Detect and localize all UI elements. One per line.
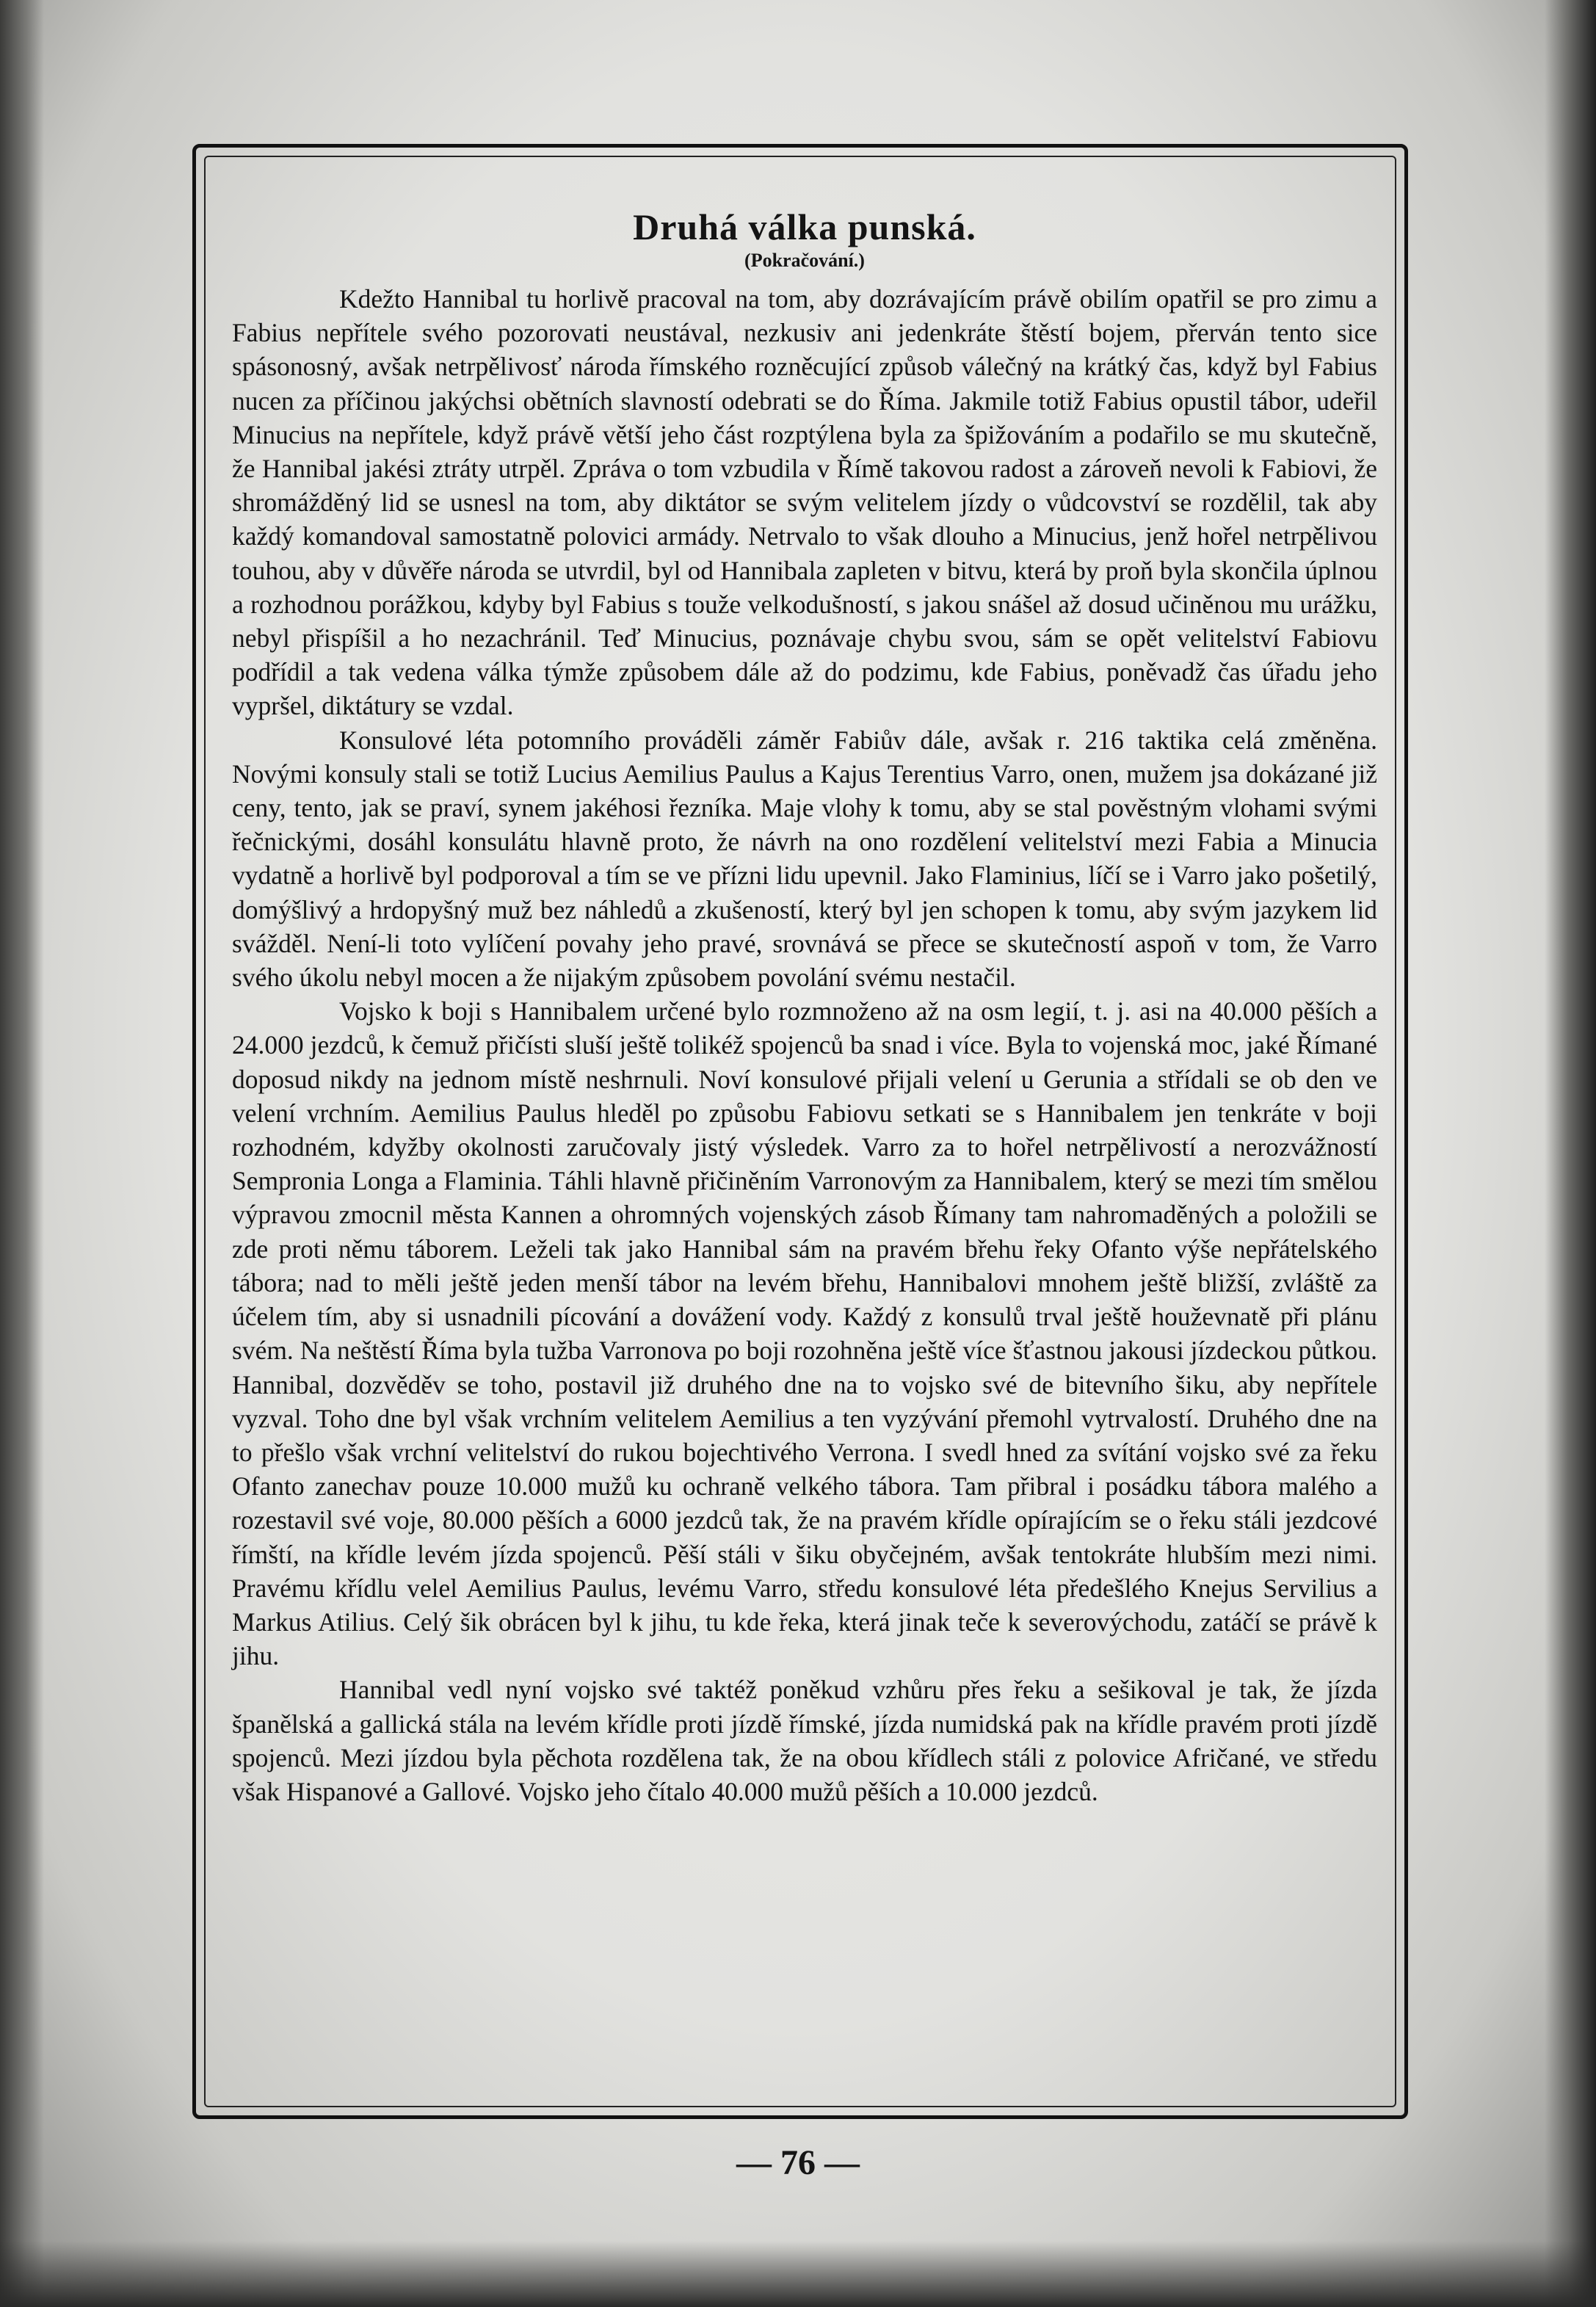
paragraph-4: Hannibal vedl nyní vojsko své taktéž poněkud vzhůru přes řeku a sešikoval je tak, že jízda španělská a gallická stála na levém křídle proti jízdě římské, jízda numidská pak na křídle pravém proti jízdě spojenců. Mezi jízdou byla pěchota rozdělena tak, že na obou křídlech stáli z polovice Afričané, ve středu však Hispanové a Gallové. Vojsko jeho čítalo 40.000 mužů pěších a 10.000 jezdců. [232, 1675, 1377, 1806]
article-title: Druhá válka punská. [633, 206, 976, 247]
paragraph-1: Kdežto Hannibal tu horlivě pracoval na tom, aby dozrávajícím právě obilím opatřil se pro zimu a Fabius nepřítele svého pozorovati neustával, nezkusiv ani jedenkráte štěstí bojem, přerván tento sice spásonosný, avšak netrpělivosť národa římského rozněcující způsob válečný na krátký čas, když byl Fabius nucen za příčinou jakýchsi obětních slavností odebrati se do Říma. Jakmile totiž Fabius opustil tábor, udeřil Minucius na nepřítele, když právě větší jeho část rozptýlena byla za špižováním a podařilo se mu skutečně, že Hannibal jakési ztráty utrpěl. Zpráva o tom vzbudila v Římě takovou radost a zároveň nevoli k Fabiovi, že shromážděný lid se usnesl na tom, aby diktátor se svým velitelem jízdy o vůdcovství se rozdělil, tak aby každý komandoval samostatně polovici armády. Netrvalo to však dlouho a Minucius, jenž hořel netrpělivou touhou, aby v důvěře národa se utvrdil, byl od Hannibala zapleten v bitvu, která by proň byla skončila úplnou a rozhodnou porážkou, kdyby byl Fabius s touže velkodušností, s jakou snášel až dosud učiněnou mu urážku, nebyl přispíšil a ho nezachránil. Teď Minucius, poznávaje chybu svou, sám se opět velitelství Fabiovu podřídil a tak vedena válka týmže způsobem dále až do podzimu, kde Fabius, poněvadž čas úřadu jeho vypršel, diktátury se vzdal. [232, 284, 1377, 721]
scan-shadow-left [0, 0, 44, 2307]
page-number: — 76 — [736, 2143, 860, 2182]
scan-shadow-bottom [0, 2241, 1596, 2307]
article-subtitle: (Pokračování.) [744, 250, 865, 271]
scan-shadow-right [1545, 0, 1596, 2307]
paragraph-3: Vojsko k boji s Hannibalem určené bylo rozmnoženo až na osm legií, t. j. asi na 40.000 pěších a 24.000 jezdců, k čemuž přičísti sluší ještě tolikéž spojenců ba snad i více. Byla to vojenská moc, jaké Římané doposud nikdy na jednom místě neshrnuli. Noví konsulové přijali velení u Gerunia a střídali se ob den ve velení vrchním. Aemilius Paulus hleděl po způsobu Fabiovu setkati se s Hannibalem jen tenkráte v boji rozhodném, kdyžby okolnosti zaručovaly jistý výsledek. Varro za to hořel netrpělivostí a nerozvážností Sempronia Longa a Flaminia. Táhli hlavně přičiněním Varronovým za Hannibalem, který se mezi tím smělou výpravou zmocnil města Kannen a ohromných vojenských zásob Římany tam nahromaděných a položili se zde proti němu táborem. Leželi tak jako Hannibal sám na pravém břehu řeky Ofanto výše nepřátelského tábora; nad to měli ještě jeden menší tábor na levém břehu, Hannibalovi mnohem ještě bližší, zvláště za účelem tím, aby si usnadnili pícování a dovážení vody. Každý z konsulů trval ještě houževnatě při plánu svém. Na neštěstí Říma byla tužba Varronova po boji rozohněna ještě více šťastnou jakousi jízdeckou půtkou. Hannibal, dozvěděv se toho, postavil již druhého dne na to vojsko své de bitevního šiku, aby nepřítele vyzval. Toho dne byl však vrchním velitelem Aemilius a ten vyzývání přemohl vytrvalostí. Druhého dne na to přešlo však vrchní velitelství do rukou bojechtivého Verrona. I svedl hned za svítání vojsko své za řeku Ofanto zanechav pouze 10.000 mužů ku ochraně velkého tábora. Tam přibral i posádku tábora malého a rozestavil své voje, 80.000 pěších a 6000 jezdců tak, že na pravém křídle opírajícím se o řeku stáli jezdcové římští, na křídle levém jízda spojenců. Pěší stáli v šiku obyčejném, avšak tentokráte hlubším mezi nimi. Pravému křídlu velel Aemilius Paulus, levému Varro, středu konsulové léta předešlého Knejus Servilius a Markus Atilius. Celý šik obrácen byl k jihu, tu kde řeka, která jinak teče k severovýchodu, zatáčí se právě k jihu. [232, 996, 1377, 1671]
article [232, 206, 1377, 1808]
paragraph-2: Konsulové léta potomního prováděli záměr Fabiův dále, avšak r. 216 taktika celá změněna. Novými konsuly stali se totiž Lucius Aemilius Paulus a Kajus Terentius Varro, onen, mužem jsa dokázané již ceny, tento, jak se praví, synem jakéhosi řezníka. Maje vlohy k tomu, aby se stal pověstným vlohami svými řečnickými, dosáhl konsulátu hlavně proto, že návrh na ono rozdělení velitelství mezi Fabia a Minucia vydatně a horlivě byl podporoval a tím se ve přízni lidu upevnil. Jako Flaminius, líčí se i Varro jako pošetilý, domýšlivý a hrdopyšný muž bez náhledů a zkušeností, který byl jen schopen k tomu, aby svým jazykem lid svážděl. Není-li toto vylíčení povahy jeho pravé, srovnává se přece se skutečností aspoň v tom, že Varro svého úkolu nebyl mocen a že nijakým způsobem povolání svému nestačil. [232, 725, 1377, 993]
